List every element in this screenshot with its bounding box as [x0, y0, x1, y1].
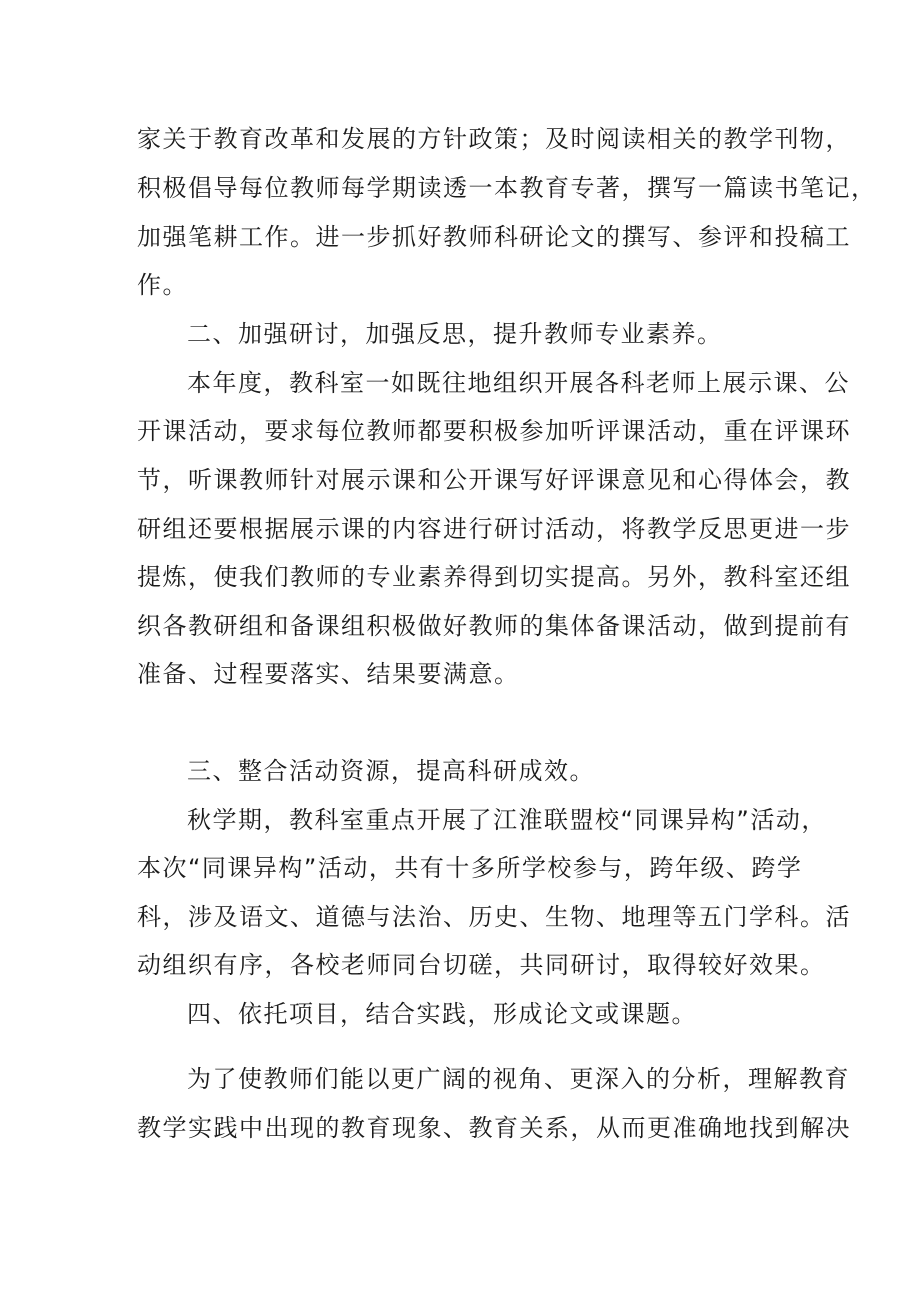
section-heading-2: 二、加强研讨，加强反思，提升教师专业素养。	[187, 320, 723, 348]
text-line: 本次“同课异构”活动，共有十多所学校参与，跨年级、跨学	[137, 854, 803, 882]
text-line: 准备、过程要落实、结果要满意。	[137, 660, 520, 688]
text-line: 提炼，使我们教师的专业素养得到切实提高。另外，教科室还组	[137, 563, 851, 591]
text-line: 秋学期，教科室重点开展了江淮联盟校“同课异构”活动，	[187, 806, 827, 834]
text-line: 本年度，教科室一如既往地组织开展各科老师上展示课、公	[187, 369, 850, 397]
text-line: 为了使教师们能以更广阔的视角、更深入的分析，理解教育	[187, 1065, 850, 1093]
text-line: 织各教研组和备课组积极做好教师的集体备课活动，做到提前有	[137, 612, 851, 640]
section-heading-3: 三、整合活动资源，提高科研成效。	[187, 757, 595, 785]
section-heading-4: 四、依托项目，结合实践，形成论文或课题。	[187, 1000, 697, 1028]
text-line: 科，涉及语文、道德与法治、历史、生物、地理等五门学科。活	[137, 903, 851, 931]
text-line: 动组织有序，各校老师同台切磋，共同研讨，取得较好效果。	[137, 951, 826, 979]
text-line: 作。	[137, 271, 188, 299]
text-line: 家关于教育改革和发展的方针政策；及时阅读相关的教学刊物，	[137, 125, 851, 153]
text-line: 积极倡导每位教师每学期读透一本教育专著，撰写一篇读书笔记，	[137, 174, 877, 202]
text-line: 节，听课教师针对展示课和公开课写好评课意见和心得体会，教	[137, 466, 851, 494]
text-line: 研组还要根据展示课的内容进行研讨活动，将教学反思更进一步	[137, 515, 851, 543]
text-line: 教学实践中出现的教育现象、教育关系，从而更准确地找到解决	[137, 1114, 851, 1142]
text-line: 开课活动，要求每位教师都要积极参加听评课活动，重在评课环	[137, 417, 851, 445]
text-line: 加强笔耕工作。进一步抓好教师科研论文的撰写、参评和投稿工	[137, 223, 851, 251]
